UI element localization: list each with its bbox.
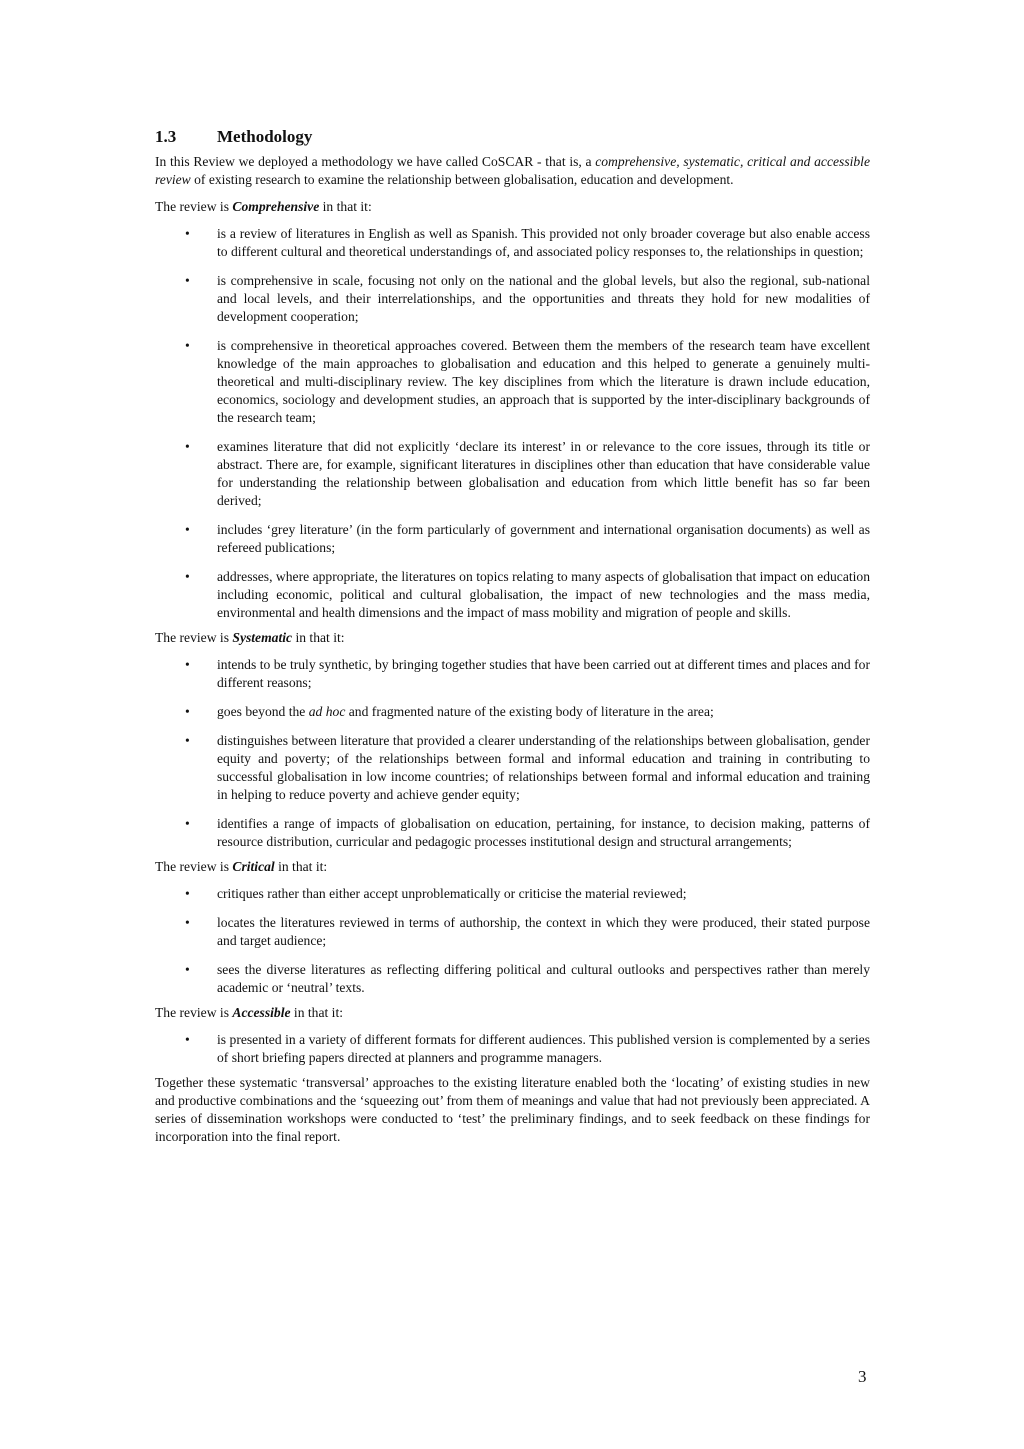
bullet-icon: •: [185, 338, 190, 353]
bullet-icon: •: [185, 439, 190, 454]
bullet-icon: •: [185, 569, 190, 584]
section-heading: [155, 125, 870, 149]
list-item: [155, 703, 870, 721]
intro-text-start: In this Review we deployed a methodology we have called CoSCAR - that is, a: [155, 154, 596, 169]
list-item: [155, 656, 870, 692]
critical-lead: [155, 858, 870, 876]
accessible-lead: [155, 1004, 870, 1022]
lead-prefix: The review is: [155, 859, 233, 874]
list-item: [155, 732, 870, 804]
lead-term: Accessible: [232, 1005, 291, 1020]
list-item: [155, 438, 870, 510]
bullet-icon: •: [185, 273, 190, 288]
lead-prefix: The review is: [155, 630, 233, 645]
bullet-icon: •: [185, 915, 190, 930]
closing-paragraph: Together these systematic ‘transversal’ approaches to the existing literature enabled both the ‘locating’ of existing studies in new and productive combinations and the ‘squeezing out’ from them of meanings and value that had not previously been appreciated. A series of dissemination workshops were conducted to ‘test’ the preliminary findings, and to seek feedback on these findings for incorporation into the final report.: [155, 1075, 870, 1144]
bullet-icon: •: [185, 962, 190, 977]
lead-suffix: in that it:: [274, 859, 328, 874]
list-item-text: examines literature that did not explicitly ‘declare its interest’ in or relevance to the core issues, through its title or abstract. There are, for example, significant literatures in disciplines other than education that have considerable value for understanding the relationship between globalisation and education from which little benefit has so far been derived;: [217, 439, 870, 508]
lead-suffix: in that it:: [292, 630, 345, 645]
lead-term: Comprehensive: [232, 199, 320, 214]
systematic-list: [155, 656, 870, 851]
lead-prefix: The review is: [155, 1005, 233, 1020]
list-item-text: locates the literatures reviewed in terms of authorship, the context in which they were produced, their stated purpose and target audience;: [217, 915, 870, 948]
list-item-text: is comprehensive in scale, focusing not only on the national and the global levels, but also the regional, sub-national and local levels, and their interrelationships, and the opportunities and threats they hold for new modalities of development cooperation;: [217, 273, 870, 324]
list-item-emphasis: ad hoc: [308, 704, 346, 719]
accessible-list: [155, 1031, 870, 1067]
lead-term: Critical: [232, 859, 275, 874]
bullet-icon: •: [185, 886, 190, 901]
list-item-text: sees the diverse literatures as reflecting differing political and cultural outlooks and perspectives rather than merely academic or ‘neutral’ texts.: [217, 962, 870, 995]
comprehensive-lead: [155, 198, 870, 216]
list-item: [155, 961, 870, 997]
list-item-text: is a review of literatures in English as well as Spanish. This provided not only broader coverage but also enable access to different cultural and theoretical understandings of, and associated policy responses to, the relationships in question;: [217, 226, 870, 259]
list-item-text: includes ‘grey literature’ (in the form particularly of government and international organisation documents) as well as refereed publications;: [217, 522, 870, 555]
list-item-text: distinguishes between literature that provided a clearer understanding of the relationships between globalisation, gender equity and poverty; of the relationships between formal and informal education and training in contributing to successful globalisation in low income countries; of relationships between formal and informal education and training in helping to reduce poverty and achieve gender equity;: [217, 733, 870, 802]
lead-suffix: in that it:: [319, 199, 372, 214]
list-item: [155, 914, 870, 950]
list-item: [155, 568, 870, 622]
list-item-text: critiques rather than either accept unproblematically or criticise the material reviewed;: [217, 886, 687, 901]
list-item-text: goes beyond the: [217, 704, 309, 719]
bullet-icon: •: [185, 1032, 190, 1047]
list-item-text: is comprehensive in theoretical approaches covered. Between them the members of the research team have excellent knowledge of the main approaches to globalisation and education and this helped to generate a genuinely multi-theoretical and multi-disciplinary review. The key disciplines from which the literature is drawn include education, economics, sociology and development studies, an approach that is supported by the inter-disciplinary backgrounds of the research team;: [217, 338, 870, 425]
list-item: [155, 521, 870, 557]
intro-emphasis: comprehensive, systematic, critical and accessible review: [155, 154, 870, 187]
intro-paragraph: [155, 153, 870, 189]
list-item: [155, 1031, 870, 1067]
list-item: [155, 272, 870, 326]
bullet-icon: •: [185, 816, 190, 831]
lead-prefix: The review is: [155, 199, 233, 214]
list-item: [155, 885, 870, 903]
list-item: [155, 815, 870, 851]
list-item-text: intends to be truly synthetic, by bringing together studies that have been carried out at different times and places and for different reasons;: [217, 657, 870, 690]
list-item-text: addresses, where appropriate, the literatures on topics relating to many aspects of globalisation that impact on education including economic, political and cultural globalisation, the impact of new technologies and the mass media, environmental and health dimensions and the impact of mass mobility and migration of people and skills.: [217, 569, 870, 620]
comprehensive-list: [155, 225, 870, 622]
lead-suffix: in that it:: [290, 1005, 344, 1020]
list-item: [155, 225, 870, 261]
section-title: Methodology: [217, 127, 313, 146]
lead-term: Systematic: [232, 630, 293, 645]
systematic-lead: [155, 629, 870, 647]
intro-text-end: of existing research to examine the relationship between globalisation, education and development.: [190, 172, 734, 187]
list-item-text: and fragmented nature of the existing body of literature in the area;: [345, 704, 714, 719]
page-number: 3: [858, 1367, 867, 1386]
section-number: 1.3: [155, 127, 177, 146]
bullet-icon: •: [185, 522, 190, 537]
list-item: [155, 337, 870, 427]
list-item-text: is presented in a variety of different formats for different audiences. This published version is complemented by a series of short briefing papers directed at planners and programme managers.: [217, 1032, 870, 1065]
bullet-icon: •: [185, 657, 190, 672]
page-content: [155, 125, 870, 1155]
bullet-icon: •: [185, 226, 190, 241]
list-item-text: identifies a range of impacts of globalisation on education, pertaining, for instance, to decision making, patterns of resource distribution, curricular and pedagogic processes institutional design and structural arrangements;: [217, 816, 870, 849]
bullet-icon: •: [185, 704, 190, 719]
bullet-icon: •: [185, 733, 190, 748]
critical-list: [155, 885, 870, 997]
